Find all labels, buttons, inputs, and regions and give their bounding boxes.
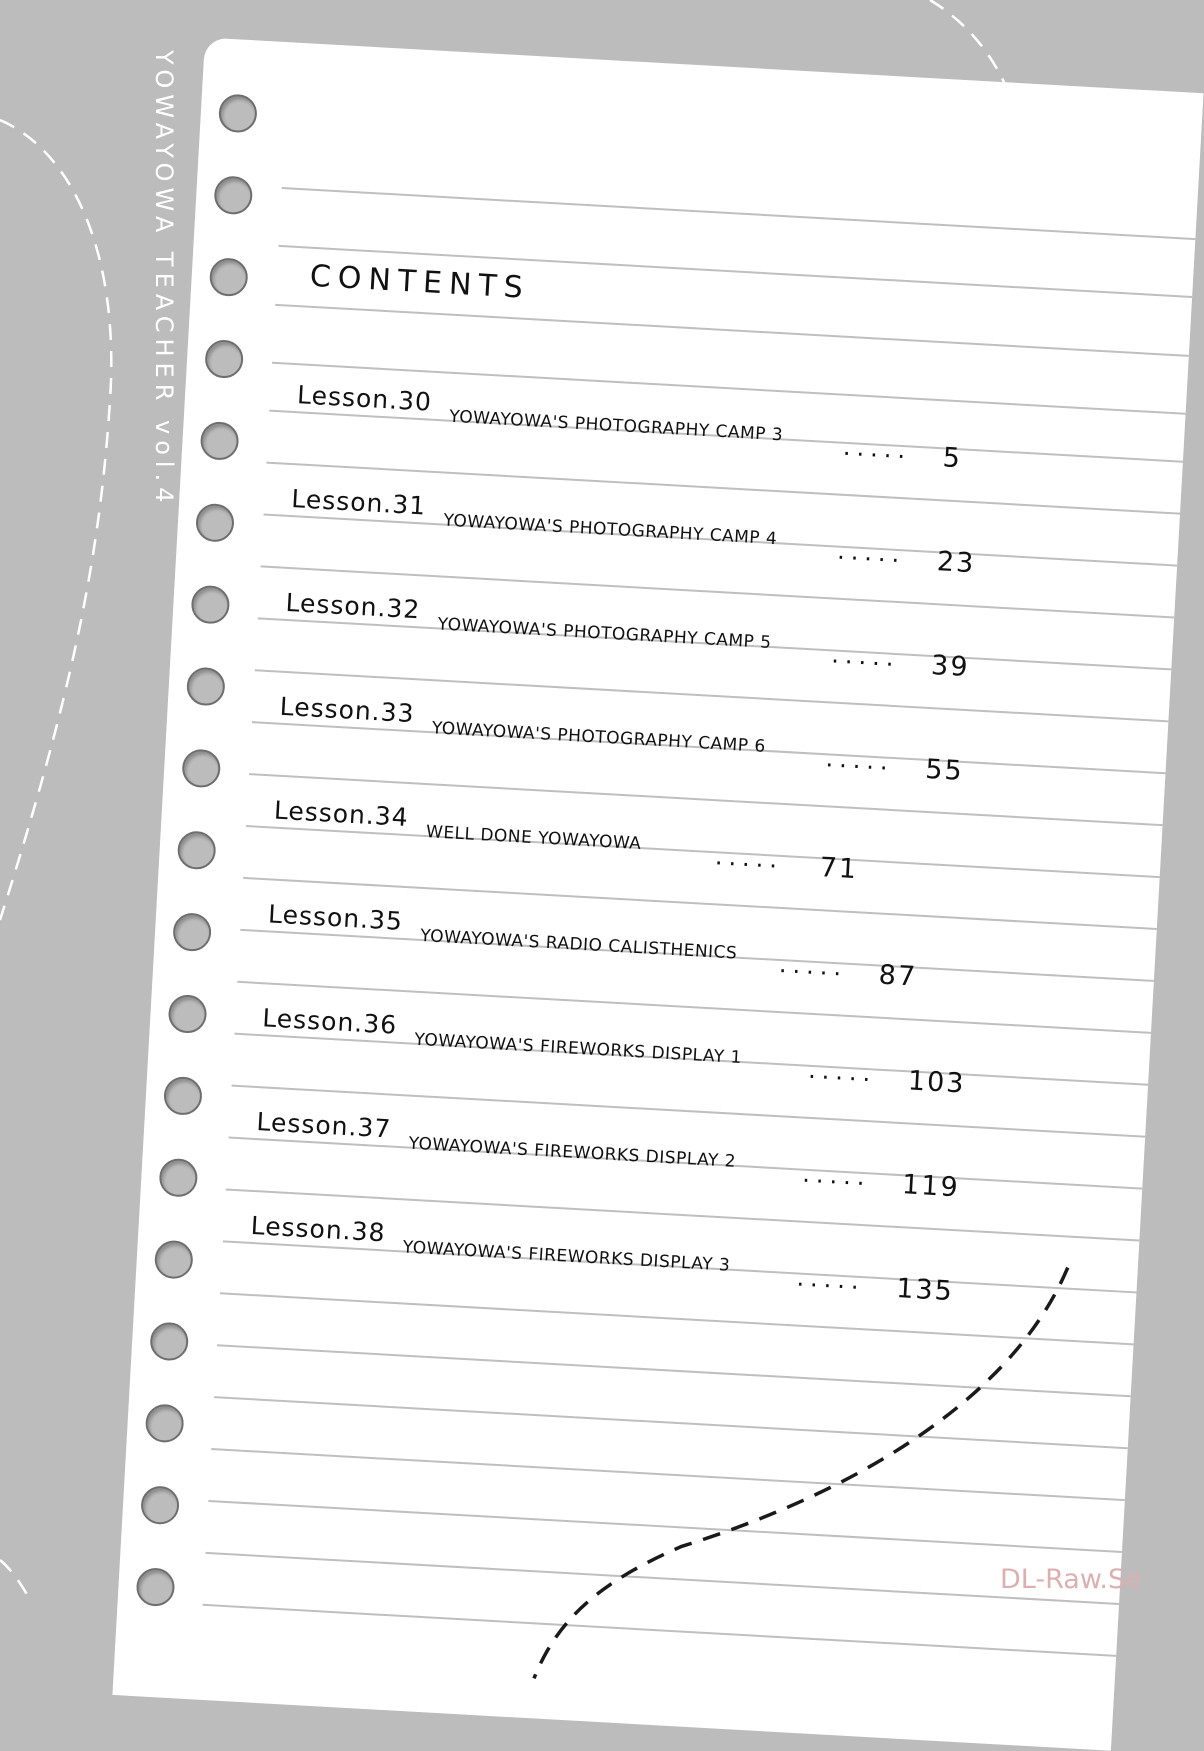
toc-entry-lesson-32[interactable] <box>171 580 1173 696</box>
lesson-number: Lesson.31 <box>290 484 427 521</box>
page-number: 23 <box>936 546 977 580</box>
lesson-number: Lesson.30 <box>296 380 433 417</box>
toc-entry-lesson-31[interactable] <box>177 476 1179 592</box>
notebook-page-wrapper <box>112 37 1203 1750</box>
spine-title: YOWAYOWA TEACHER vol.4 <box>150 50 178 509</box>
page-number: 55 <box>924 753 965 787</box>
lesson-number: Lesson.33 <box>279 691 416 729</box>
dot-leader: ..... <box>778 950 849 982</box>
ruled-line <box>205 1552 1119 1605</box>
page-number: 39 <box>930 650 971 684</box>
notebook-page <box>112 37 1203 1750</box>
page-number: 87 <box>877 959 918 993</box>
lesson-number: Lesson.37 <box>255 1107 393 1144</box>
ruled-line <box>217 1344 1131 1397</box>
binder-hole <box>213 175 253 215</box>
chapter-title: YOWAYOWA'S PHOTOGRAPHY CAMP 3 <box>448 406 784 446</box>
binder-hole <box>149 1321 189 1361</box>
binder-hole <box>181 748 221 788</box>
lesson-number: Lesson.32 <box>284 587 422 625</box>
dot-leader: ..... <box>825 744 895 777</box>
toc-entry-lesson-33[interactable] <box>166 683 1168 799</box>
chapter-title: YOWAYOWA'S RADIO CALISTHENICS <box>419 925 738 964</box>
chapter-title: YOWAYOWA'S PHOTOGRAPHY CAMP 6 <box>431 718 767 757</box>
dot-leader: ..... <box>836 536 907 569</box>
binder-hole <box>158 1158 198 1198</box>
toc-entry-lesson-35[interactable] <box>154 891 1156 1007</box>
lesson-number: Lesson.35 <box>267 899 404 936</box>
watermark: DL-Raw.Se <box>1000 1564 1142 1595</box>
toc-entry-lesson-38[interactable] <box>137 1203 1139 1319</box>
dot-leader: ..... <box>807 1055 878 1088</box>
ruled-line <box>211 1448 1125 1501</box>
toc-entry-lesson-34[interactable] <box>160 787 1162 903</box>
lesson-number: Lesson.34 <box>273 795 410 833</box>
page-number: 135 <box>895 1273 955 1308</box>
binder-hole <box>145 1403 185 1443</box>
ruled-line <box>275 304 1189 357</box>
ruled-line <box>203 1604 1117 1657</box>
chapter-title: YOWAYOWA'S FIREWORKS DISPLAY 1 <box>413 1029 743 1069</box>
chapter-title: WELL DONE YOWAYOWA <box>425 822 642 855</box>
dot-leader: ..... <box>795 1263 866 1296</box>
toc-entry-lesson-30[interactable] <box>183 372 1185 488</box>
page-number: 103 <box>907 1065 967 1100</box>
page-number: 119 <box>901 1169 961 1204</box>
binder-hole <box>218 93 258 133</box>
chapter-title: YOWAYOWA'S FIREWORKS DISPLAY 2 <box>408 1133 737 1172</box>
chapter-title: YOWAYOWA'S PHOTOGRAPHY CAMP 5 <box>437 614 773 654</box>
dot-leader: ..... <box>801 1159 872 1192</box>
contents-heading: CONTENTS <box>308 258 531 306</box>
ruled-line <box>208 1500 1122 1553</box>
lesson-number: Lesson.36 <box>261 1003 398 1040</box>
binder-hole <box>140 1485 180 1525</box>
page-number: 71 <box>818 852 859 886</box>
dot-leader: ..... <box>842 432 913 465</box>
toc-entry-lesson-37[interactable] <box>142 1099 1144 1215</box>
binder-hole <box>209 257 249 297</box>
chapter-title: YOWAYOWA'S FIREWORKS DISPLAY 3 <box>402 1237 731 1276</box>
dot-leader: ..... <box>830 640 901 673</box>
ruled-line <box>282 187 1196 240</box>
toc-entry-lesson-36[interactable] <box>148 995 1150 1111</box>
dot-leader: ..... <box>714 842 784 875</box>
chapter-title: YOWAYOWA'S PHOTOGRAPHY CAMP 4 <box>442 510 778 550</box>
binder-hole <box>135 1567 175 1607</box>
page-number: 5 <box>941 442 963 475</box>
lesson-number: Lesson.38 <box>250 1210 387 1248</box>
ruled-line <box>214 1396 1128 1449</box>
